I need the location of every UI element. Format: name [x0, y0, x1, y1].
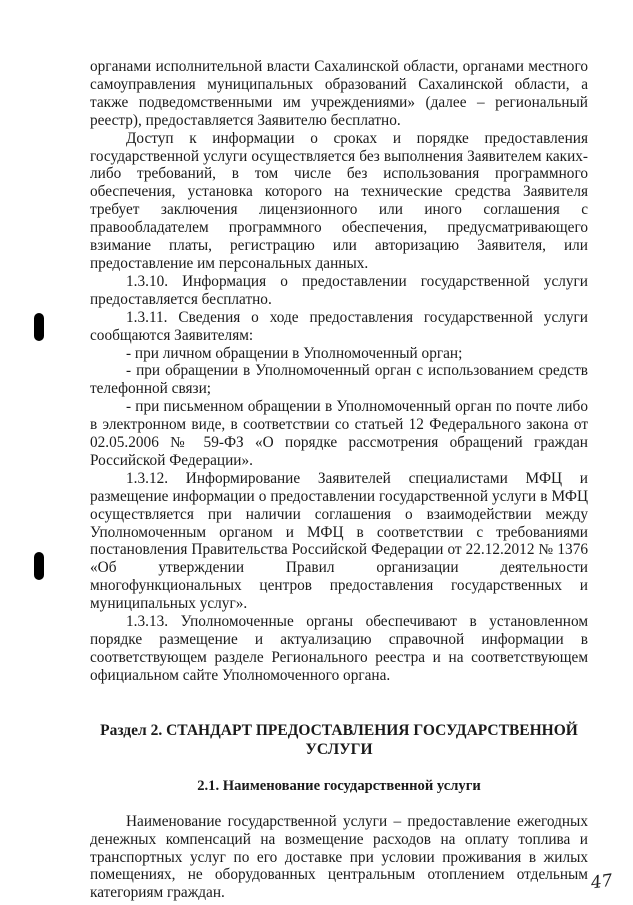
subsection-title: 2.1. Наименование государственной услуги: [197, 777, 481, 794]
paragraph-access-info: Доступ к информации о сроках и порядке предоставления государственной услуги осуществляется без выполнения Заявителем каких-либо требований, в том числе без использования программного обеспечения, установка которого на технические средства Заявителя требует заключения лицензионного или иного соглашения с правообладателем программного обеспечения, предусматривающего взимание платы, регистрацию или авторизацию Заявителя, или предоставление им персональных данных.: [90, 129, 588, 272]
section-title: Раздел 2. СТАНДАРТ ПРЕДОСТАВЛЕНИЯ ГОСУДАРСТВЕННОЙ УСЛУГИ: [100, 721, 578, 758]
paragraph-1-3-13: 1.3.13. Уполномоченные органы обеспечивают в установленном порядке размещение и актуализацию справочной информации в соответствующем разделе Регионального реестра и на соответствующем официальном сайте Уполномоченного органа.: [90, 613, 588, 684]
paragraph-service-name: Наименование государственной услуги – предоставление ежегодных денежных компенсаций на возмещение расходов на оплату топлива и транспортных услуг по его доставке при условии проживания в жилых помещениях, не оборудованных центральным отоплением отдельным категориям граждан.: [90, 812, 588, 902]
list-item-written-appeal: - при письменном обращении в Уполномоченный орган по почте либо в электронном виде, в соответствии со статьей 12 Федерального закона от 02.05.2006 № 59-ФЗ «О порядке рассмотрения обращений граждан Российской Федерации».: [90, 398, 588, 469]
list-item-personal-appeal: - при личном обращении в Уполномоченный орган;: [126, 344, 463, 362]
punch-hole-mark: [34, 552, 44, 580]
handwritten-page-number: 47: [590, 870, 615, 894]
punch-hole-mark: [34, 313, 44, 341]
paragraph-1-3-10: 1.3.10. Информация о предоставлении государственной услуги предоставляется бесплатно.: [90, 272, 588, 308]
paragraph-1-3-12: 1.3.12. Информирование Заявителей специалистами МФЦ и размещение информации о предоставлении государственной услуги в МФЦ осуществляется при наличии соглашения о взаимодействии между Уполномоченным органом и МФЦ в соответствии с требованиями постановления Правительства Российской Федерации от 22.12.2012 № 1376 «Об утверждении Правил организации деятельности многофункциональных центров предоставления государственных и муниципальных услуг».: [90, 469, 588, 613]
paragraph-1-3-11: 1.3.11. Сведения о ходе предоставления государственной услуги сообщаются Заявителям:: [90, 308, 588, 344]
page-content: [90, 58, 588, 902]
list-item-phone-appeal: - при обращении в Уполномоченный орган с использованием средств телефонной связи;: [90, 362, 588, 398]
paragraph-regional-registry-cont: органами исполнительной власти Сахалинской области, органами местного самоуправления муниципальных образований Сахалинской области, а также подведомственными им учреждениями» (далее – региональный реестр), предоставляется Заявителю бесплатно.: [90, 58, 588, 129]
